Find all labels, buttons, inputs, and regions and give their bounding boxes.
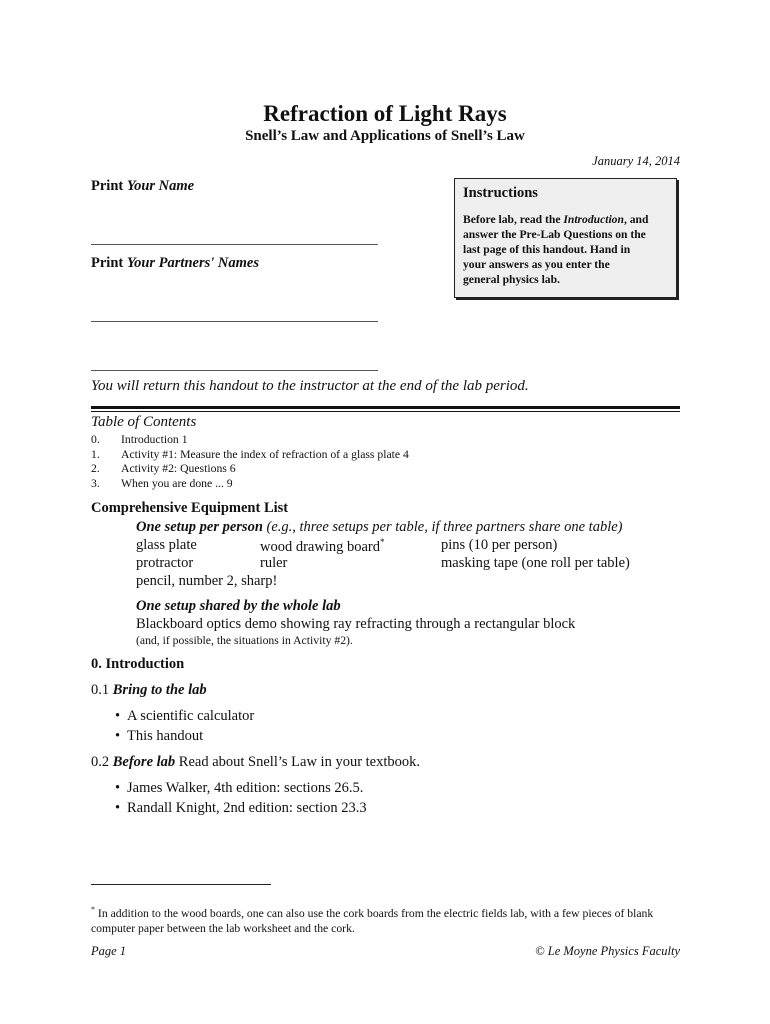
toc-text: When you are done ... 9 [121, 476, 233, 490]
toc-item[interactable] [91, 448, 409, 463]
bullet-icon: • [115, 708, 121, 724]
instructions-heading: Instructions [463, 185, 538, 201]
shared-setup-heading: One setup shared by the whole lab [136, 598, 341, 614]
textbook-list [115, 779, 367, 818]
divider-thin [91, 411, 680, 412]
toc-item[interactable] [91, 462, 409, 477]
bullet-icon: • [115, 780, 121, 796]
equipment-item: ruler [260, 555, 288, 571]
section-title: Bring to the lab [112, 682, 207, 698]
equipment-item: glass plate [136, 537, 197, 553]
toc-text: Activity #1: Measure the index of refraction of a glass plate 4 [121, 447, 409, 461]
toc-title: Table of Contents [91, 414, 197, 430]
section-0-2-heading [91, 754, 420, 771]
footnote-divider [91, 884, 271, 885]
per-person-line [136, 519, 623, 536]
footnote-marker: * [91, 905, 95, 914]
equipment-item: pins (10 per person) [441, 537, 558, 553]
equipment-item: masking tape (one roll per table) [441, 555, 630, 571]
list-item [115, 779, 367, 799]
document-title: Refraction of Light Rays [263, 101, 507, 126]
section-title: Before lab [112, 754, 176, 770]
instructions-text: general physics lab. [463, 273, 560, 286]
toc-item[interactable] [91, 477, 409, 492]
toc-item[interactable] [91, 433, 409, 448]
section-text: Read about Snell’s Law in your textbook. [175, 754, 421, 770]
document-date: January 14, 2014 [592, 154, 680, 168]
section-0-1-heading [91, 682, 207, 699]
toc-number: 2. [91, 462, 100, 475]
per-person-note: (e.g., three setups per table, if three partners share one table) [262, 519, 623, 535]
footnote-text: In addition to the wood boards, one can also use the cork boards from the electric fields lab, with a few pieces of blank computer paper between the lab worksheet and the cork. [91, 906, 654, 935]
bring-list [115, 707, 254, 746]
instructions-text: answer the Pre-Lab Questions on the [463, 228, 646, 241]
introduction-heading: 0. Introduction [91, 656, 185, 672]
name-field-line[interactable] [91, 244, 378, 245]
equipment-item-text: wood drawing board [260, 538, 381, 555]
copyright-notice: © Le Moyne Physics Faculty [535, 944, 680, 958]
instructions-text: last page of this handout. Hand in [463, 243, 631, 256]
instructions-text: your answers as you enter the [463, 258, 610, 271]
toc-number: 3. [91, 476, 100, 490]
list-item-text: A scientific calculator [127, 708, 255, 724]
print-word: Print [91, 255, 124, 271]
partner-field-line-1[interactable] [91, 321, 378, 322]
partner-field-line-2[interactable] [91, 370, 378, 371]
table-of-contents [91, 433, 409, 491]
toc-text: Introduction 1 [121, 433, 188, 446]
section-number: 0.1 [91, 682, 113, 698]
list-item [115, 799, 367, 819]
name-label [91, 178, 194, 195]
instructions-box [454, 178, 677, 298]
equipment-item: protractor [136, 555, 194, 571]
divider-thick [91, 406, 680, 409]
partners-label [91, 255, 259, 272]
footnote [91, 902, 681, 936]
bullet-icon: • [115, 799, 121, 816]
list-item [115, 727, 254, 747]
equipment-item [260, 537, 385, 556]
section-number: 0.2 [91, 754, 113, 770]
shared-setup-note: (and, if possible, the situations in Activity #2). [136, 634, 353, 647]
bullet-icon: • [115, 727, 121, 744]
print-word: Print [91, 178, 124, 194]
toc-number: 0. [91, 433, 100, 446]
list-item-text: This handout [127, 727, 204, 744]
equipment-heading: Comprehensive Equipment List [91, 500, 289, 516]
instructions-text: Before lab, read the [463, 213, 564, 226]
document-subtitle: Snell’s Law and Applications of Snell’s Law [245, 128, 525, 144]
toc-number: 1. [91, 447, 100, 461]
instructions-text: , and [623, 213, 649, 226]
introduction-ref: Introduction [563, 213, 624, 226]
footnote-marker: * [380, 537, 385, 547]
per-person-heading: One setup per person [136, 519, 263, 535]
page-number: Page 1 [91, 944, 127, 958]
toc-text: Activity #2: Questions 6 [121, 462, 236, 475]
equipment-item: pencil, number 2, sharp! [136, 573, 278, 589]
list-item [115, 707, 254, 727]
return-note: You will return this handout to the instructor at the end of the lab period. [91, 378, 529, 394]
instructions-body [463, 212, 669, 287]
partners-names-text: Your Partners' Names [126, 255, 259, 271]
list-item-text: Randall Knight, 2nd edition: section 23.3 [127, 799, 367, 816]
your-name-text: Your Name [126, 178, 195, 194]
list-item-text: James Walker, 4th edition: sections 26.5. [127, 780, 364, 796]
shared-setup-item: Blackboard optics demo showing ray refracting through a rectangular block [136, 616, 576, 632]
